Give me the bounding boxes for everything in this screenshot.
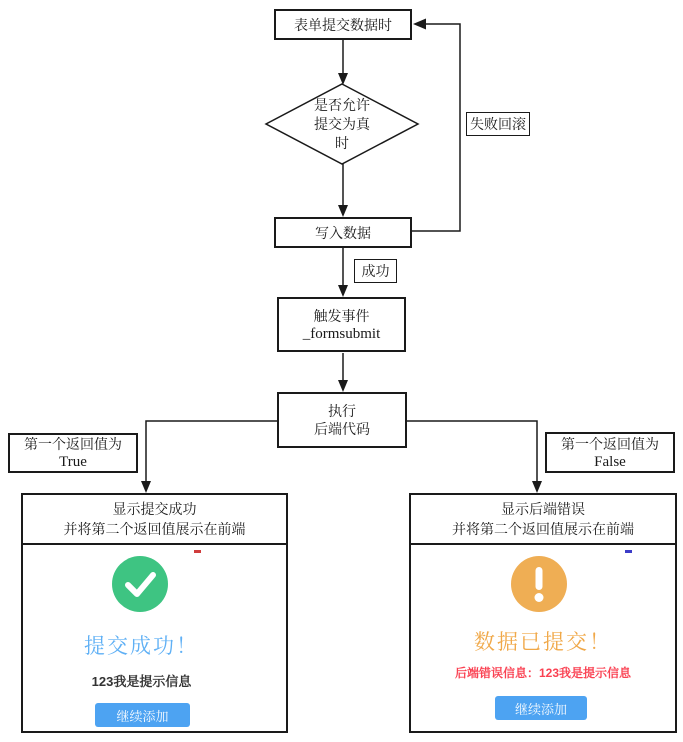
node-form-submit-label: 表单提交数据时	[294, 16, 392, 33]
success-panel-header: 显示提交成功 并将第二个返回值展示在前端	[23, 495, 286, 545]
success-result-panel	[21, 493, 288, 733]
arrowhead	[413, 19, 426, 30]
success-check-icon	[112, 556, 168, 612]
artifact-dash	[194, 550, 201, 553]
continue-add-button[interactable]: 继续添加	[495, 696, 587, 720]
arrowhead	[338, 73, 348, 85]
success-result-message: 123我是提示信息	[91, 674, 192, 689]
arrowhead	[338, 380, 348, 392]
error-result-panel	[409, 493, 677, 733]
error-result-message: 后端错误信息：123我是提示信息	[454, 666, 632, 680]
node-run-backend: 执行 后端代码	[277, 392, 407, 448]
arrowhead	[532, 481, 542, 493]
branch-label-true: 第一个返回值为 True	[8, 433, 138, 473]
node-write-data	[274, 217, 412, 248]
error-result-title: 数据已提交！	[474, 631, 612, 654]
artifact-dash	[625, 550, 632, 553]
arrowhead	[141, 481, 151, 493]
node-write-data-label: 写入数据	[315, 224, 371, 241]
edge-rollback-loop	[412, 24, 460, 231]
arrowhead	[338, 285, 348, 297]
error-panel-header: 显示后端错误 并将第二个返回值展示在前端	[411, 495, 675, 545]
branch-label-false: 第一个返回值为 False	[545, 432, 675, 473]
arrowhead	[338, 205, 348, 217]
node-trigger-event: 触发事件 _formsubmit	[277, 297, 406, 352]
warning-exclamation-icon	[511, 556, 567, 612]
edge-backend-to-error-panel	[407, 421, 537, 482]
edge-backend-to-success-panel	[146, 421, 277, 482]
node-form-submit	[274, 9, 412, 40]
success-result-title: 提交成功！	[84, 635, 199, 658]
edge-label-rollback: 失败回滚	[466, 112, 530, 136]
edge-label-success: 成功	[354, 259, 397, 283]
continue-add-button[interactable]: 继续添加	[95, 703, 190, 727]
node-decision-label: 是否允许 提交为真 时	[314, 97, 370, 151]
